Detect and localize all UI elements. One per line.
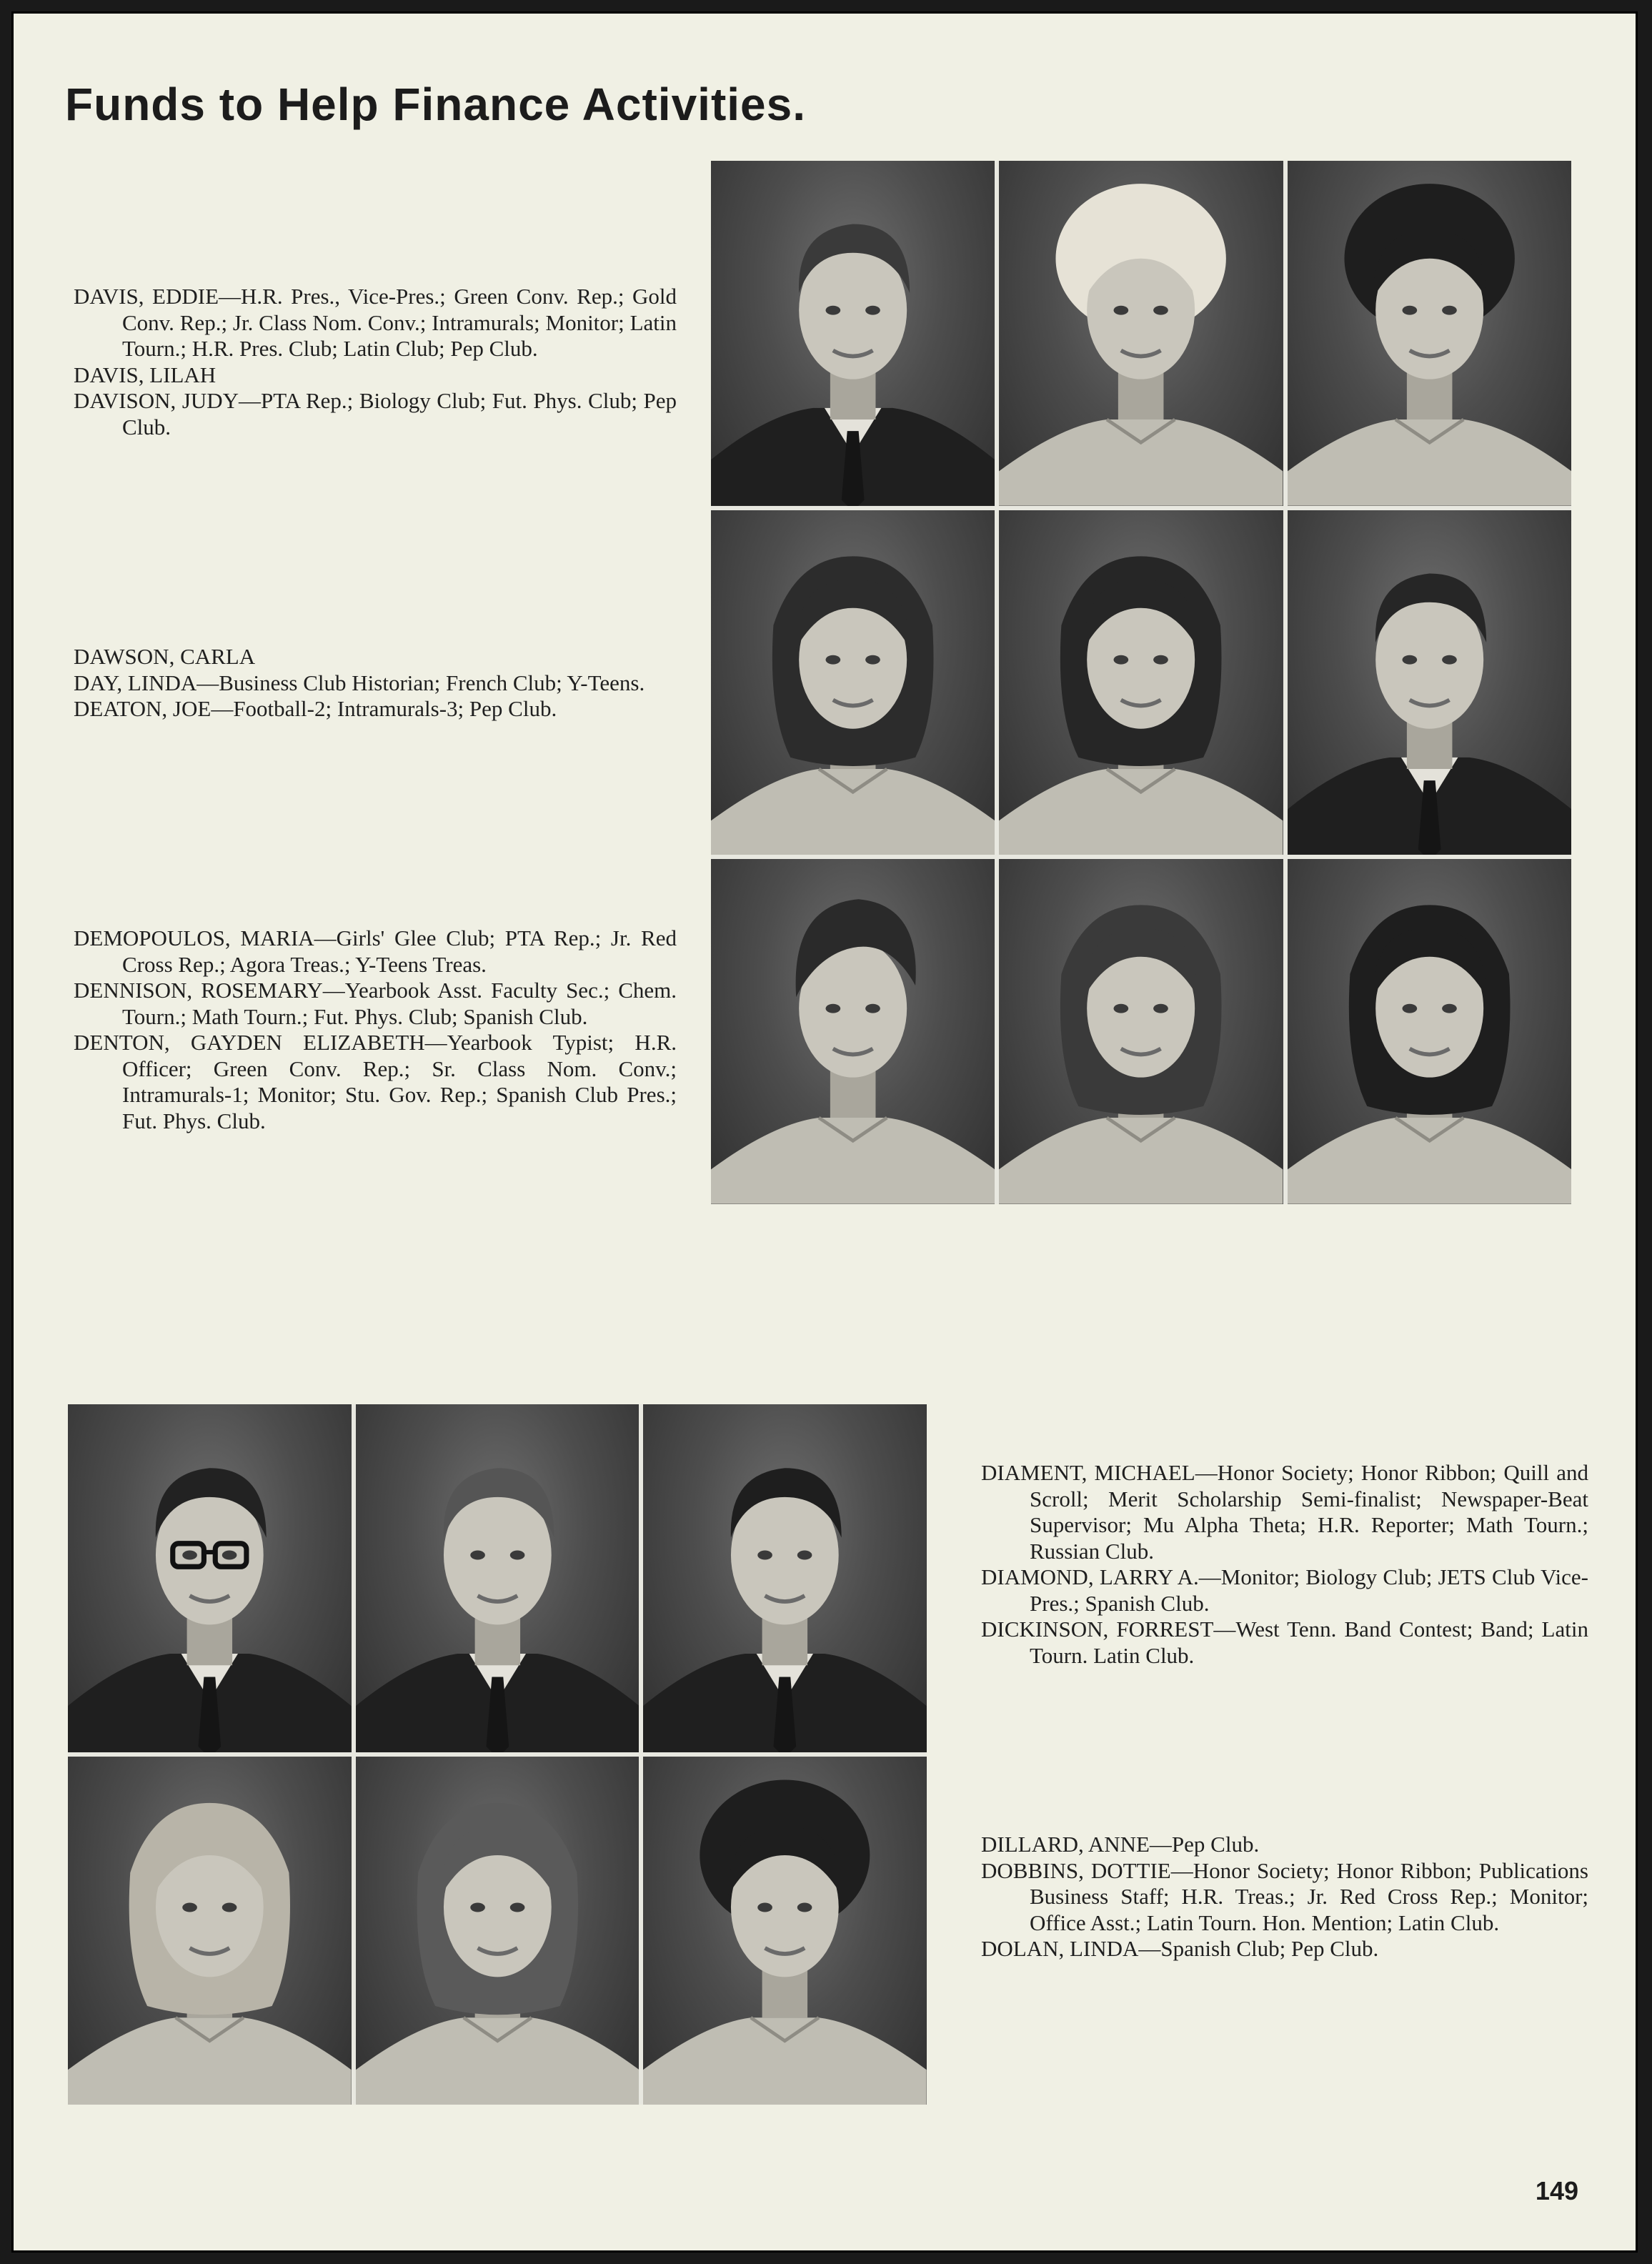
student-entry (981, 1858, 1588, 1937)
bio-group-3 (74, 925, 677, 1134)
student-portrait (643, 1757, 927, 2105)
bio-group-1 (74, 284, 677, 440)
student-name: DICKINSON, FORREST (981, 1617, 1214, 1642)
student-name: DIAMOND, LARRY A. (981, 1564, 1199, 1589)
yearbook-page (11, 11, 1638, 2253)
student-entry (74, 925, 677, 978)
student-portrait (356, 1757, 640, 2105)
student-activities: —Business Club Historian; French Club; Y-Teens. (196, 670, 645, 695)
student-name: DAY, LINDA (74, 670, 197, 695)
student-entry (74, 696, 677, 723)
page-number: 149 (1535, 2176, 1578, 2205)
student-activities: —PTA Rep.; Biology Club; Fut. Phys. Club; Pep Club. (122, 388, 677, 440)
student-activities: —Yearbook Asst. Faculty Sec.; Chem. Tourn.; Math Tourn.; Fut. Phys. Club; Spanish Club. (122, 978, 677, 1029)
student-name: DILLARD, ANNE (981, 1832, 1150, 1857)
student-entry (74, 670, 677, 697)
student-activities: —Football-2; Intramurals-3; Pep Club. (211, 696, 557, 721)
student-name: DEATON, JOE (74, 696, 212, 721)
student-name: DAVISON, JUDY (74, 388, 239, 413)
student-entry (981, 1832, 1588, 1858)
student-portrait (1288, 859, 1571, 1204)
student-name: DEMOPOULOS, MARIA (74, 925, 314, 950)
student-portrait (999, 161, 1283, 506)
bio-group-5 (981, 1832, 1588, 1962)
student-activities: —Pep Club. (1149, 1832, 1260, 1857)
student-name: DENNISON, ROSEMARY (74, 978, 323, 1003)
student-portrait (68, 1757, 352, 2105)
student-portrait (999, 510, 1283, 855)
student-portrait (643, 1404, 927, 1752)
student-entry (981, 1936, 1588, 1962)
student-name: DOLAN, LINDA (981, 1936, 1139, 1961)
student-activities: —H.R. Pres., Vice-Pres.; Green Conv. Rep.; Gold Conv. Rep.; Jr. Class Nom. Conv.; Intramurals; Monitor; Latin Tourn.; H.R. Pres. Club; Latin Club; Pep Club. (122, 284, 677, 361)
bio-group-4 (981, 1460, 1588, 1669)
student-portrait (68, 1404, 352, 1752)
student-portrait (356, 1404, 640, 1752)
student-activities: —Monitor; Biology Club; JETS Club Vice-Pres.; Spanish Club. (1030, 1564, 1589, 1616)
student-name: DIAMENT, MICHAEL (981, 1460, 1195, 1485)
student-entry (74, 978, 677, 1030)
student-name: DAVIS, LILAH (74, 362, 217, 387)
photo-grid-top (711, 161, 1571, 1204)
student-entry (74, 388, 677, 440)
student-portrait (1288, 161, 1571, 506)
student-entry (981, 1564, 1588, 1617)
student-portrait (1288, 510, 1571, 855)
student-portrait (711, 510, 995, 855)
student-entry (981, 1460, 1588, 1564)
student-portrait (999, 859, 1283, 1204)
student-activities: —Spanish Club; Pep Club. (1138, 1936, 1379, 1961)
student-entry (981, 1617, 1588, 1669)
student-portrait (711, 161, 995, 506)
student-name: DOBBINS, DOTTIE (981, 1857, 1171, 1883)
student-portrait (711, 859, 995, 1204)
student-activities: —Honor Society; Honor Ribbon; Publications Business Staff; H.R. Treas.; Jr. Red Cross Rep.; Monitor; Office Asst.; Latin Tourn. Hon. Mention; Latin Club. (1030, 1857, 1588, 1935)
student-entry (74, 284, 677, 362)
student-entry (74, 644, 677, 670)
student-activities: —Yearbook Typist; H.R. Officer; Green Conv. Rep.; Sr. Class Nom. Conv.; Intramurals-1; Monitor; Stu. Gov. Rep.; Spanish Club Pres.; Fut. Phys. Club. (122, 1030, 677, 1133)
student-name: DENTON, GAYDEN ELIZABETH (74, 1030, 425, 1055)
photo-grid-bottom (68, 1404, 927, 2105)
student-activities: —Honor Society; Honor Ribbon; Quill and Scroll; Merit Scholarship Semi-finalist; Newspaper-Beat Supervisor; Mu Alpha Theta; H.R. Reporter; Math Tourn.; Russian Club. (1030, 1460, 1588, 1564)
page-title: Funds to Help Finance Activities. (65, 79, 806, 130)
student-entry (74, 1030, 677, 1134)
student-name: DAVIS, EDDIE (74, 284, 219, 309)
student-entry (74, 362, 677, 389)
bio-group-2 (74, 644, 677, 723)
student-activities: —West Tenn. Band Contest; Band; Latin Tourn. Latin Club. (1030, 1617, 1588, 1668)
student-activities: —Girls' Glee Club; PTA Rep.; Jr. Red Cross Rep.; Agora Treas.; Y-Teens Treas. (122, 925, 677, 977)
student-name: DAWSON, CARLA (74, 644, 256, 669)
